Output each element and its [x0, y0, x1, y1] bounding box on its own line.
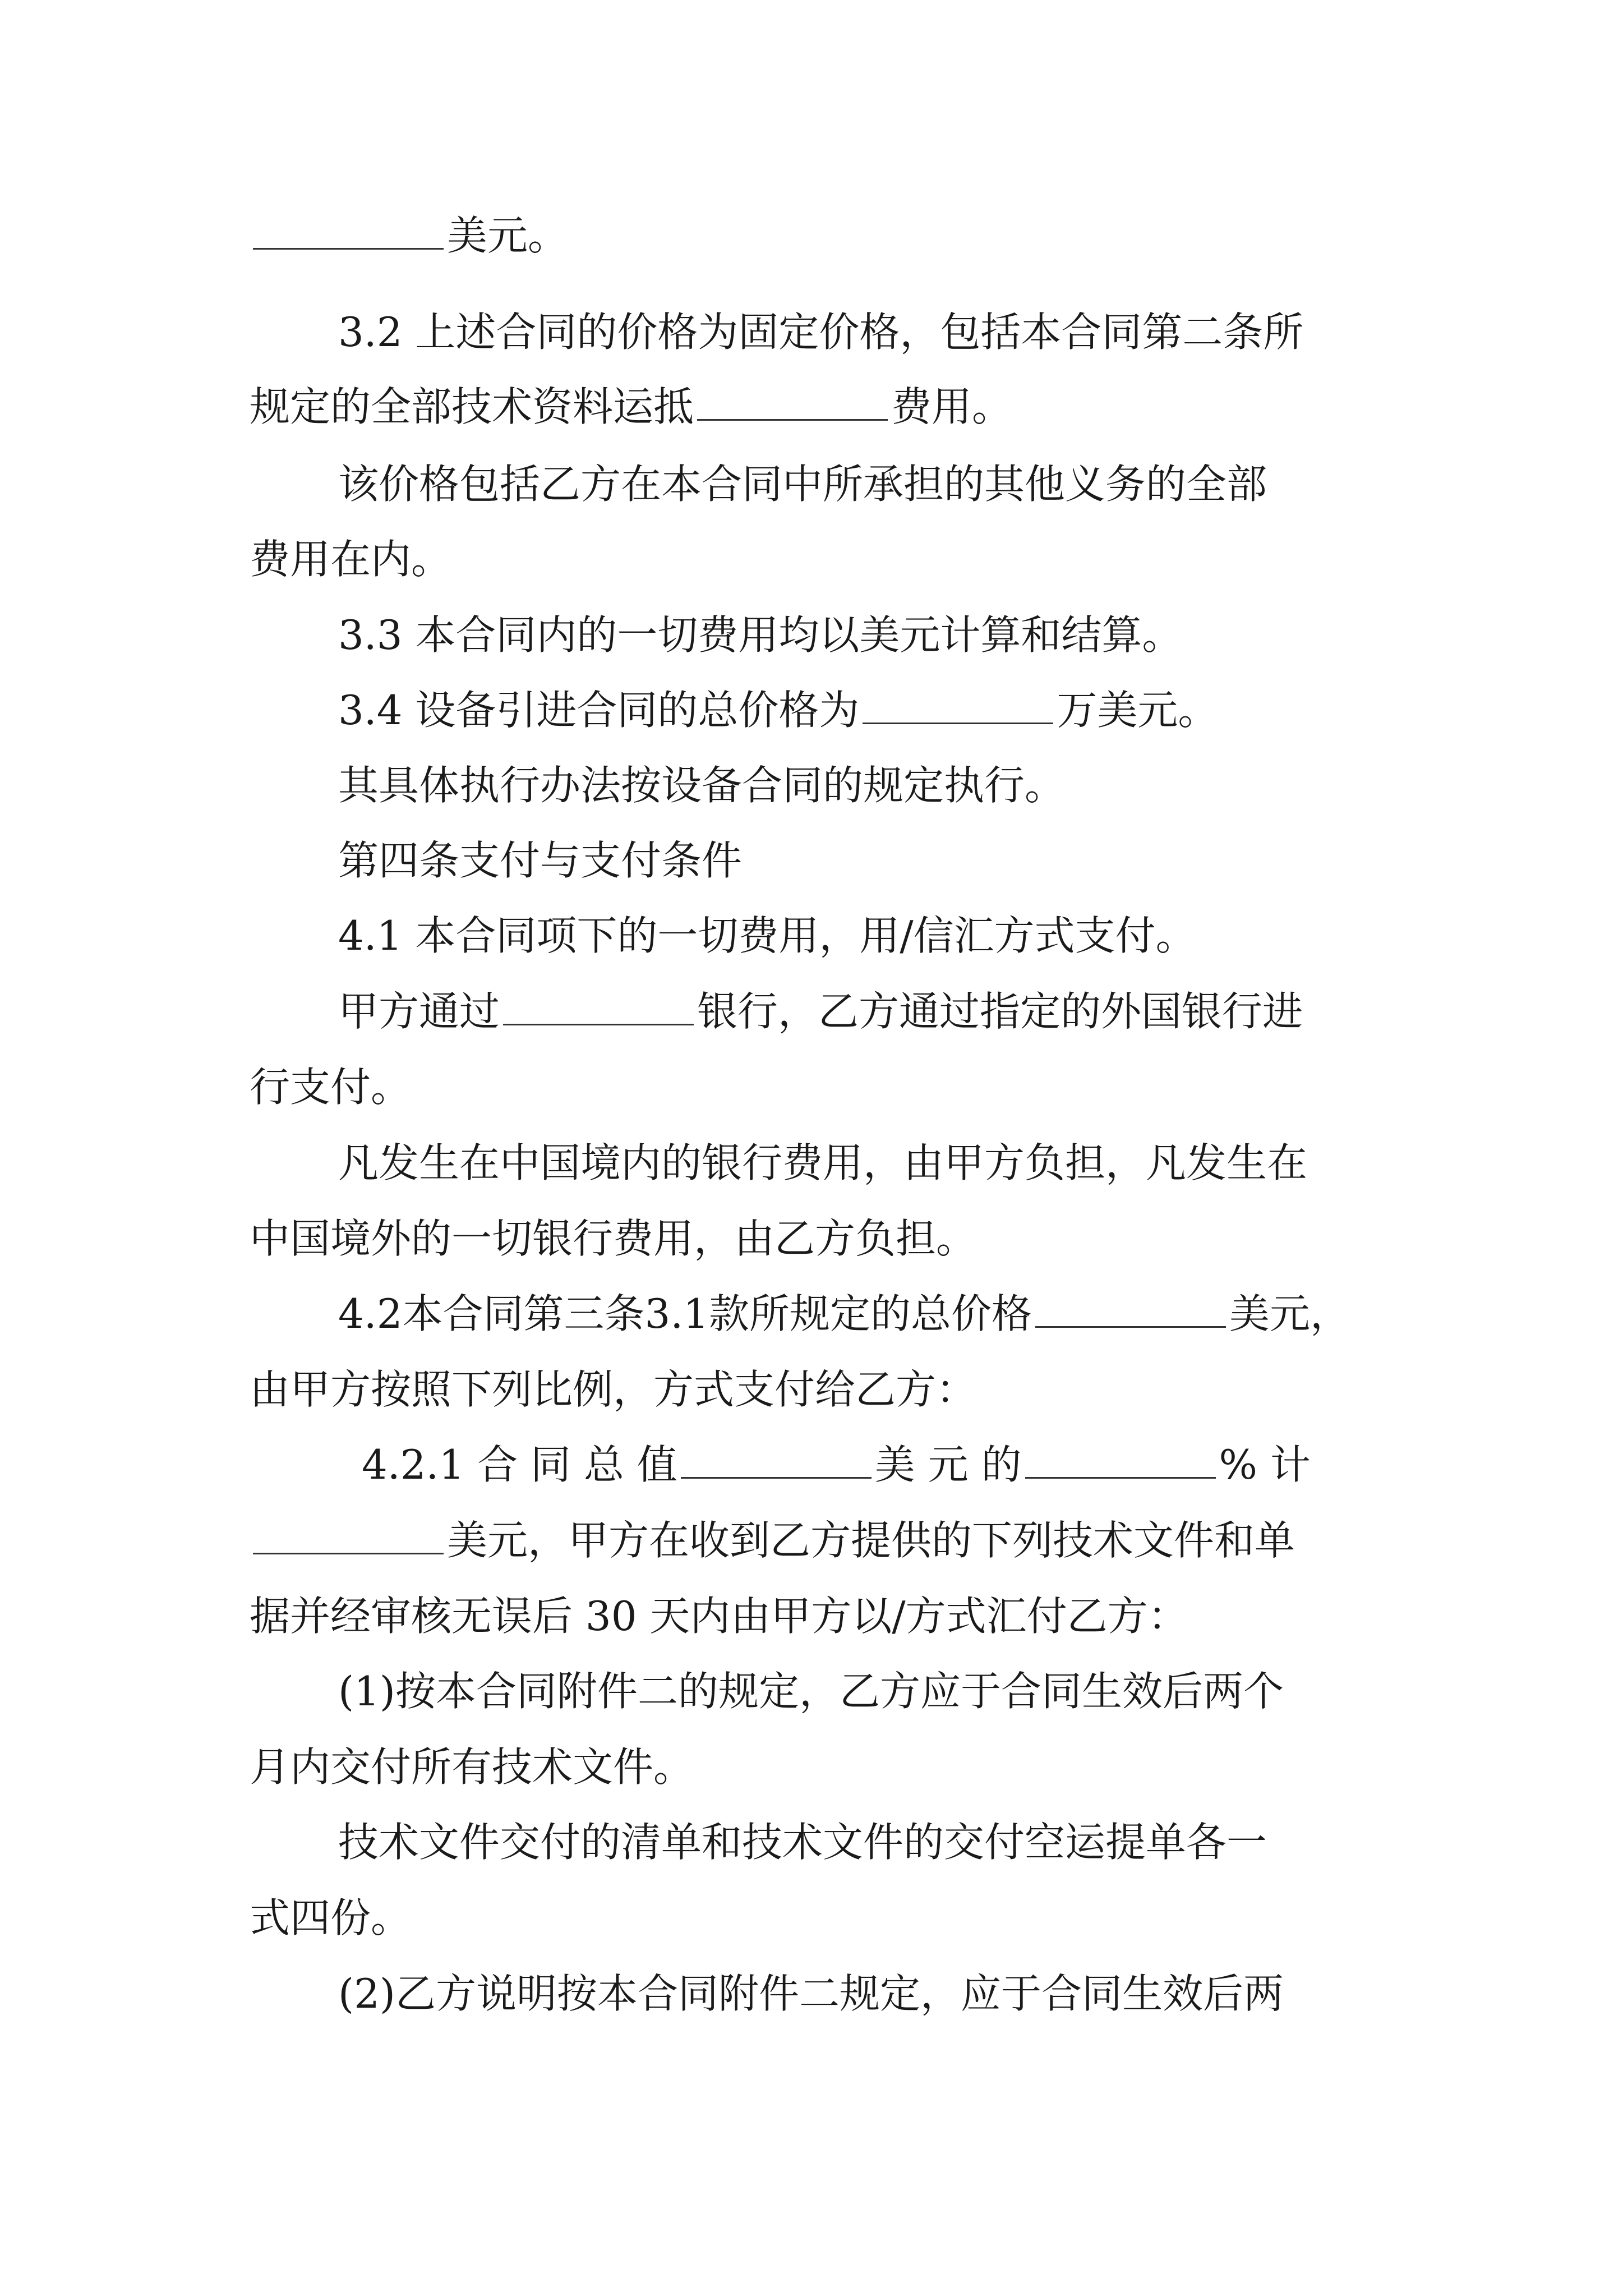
fill-blank[interactable] [1035, 1287, 1226, 1328]
text-line-16: 由甲方按照下列比例，方式支付给乙方： [250, 1366, 977, 1413]
text-line-13: 凡发生在中国境内的银行费用，由甲方负担，凡发生在 [338, 1139, 1308, 1186]
text-line-20: (1)按本合同附件二的规定，乙方应于合同生效后两个 [338, 1668, 1284, 1715]
fill-blank[interactable] [1025, 1438, 1216, 1479]
text-line-4: 该价格包括乙方在本合同中所承担的其他义务的全部 [338, 461, 1267, 508]
text-line-1: 美元。 [250, 208, 568, 264]
text-line-6: 3.3 本合同内的一切费用均以美元计算和结算。 [338, 611, 1183, 659]
fill-blank[interactable] [863, 683, 1053, 724]
fill-blank[interactable] [253, 209, 444, 250]
text-line-22: 技术文件交付的清单和技术文件的交付空运提单各一 [338, 1819, 1267, 1866]
text-line-18: 美元，甲方在收到乙方提供的下列技术文件和单 [250, 1512, 1295, 1568]
text-line-7: 3.4 设备引进合同的总价格为 万美元。 [338, 682, 1218, 738]
section-heading-4: 第四条支付与支付条件 [338, 837, 743, 884]
fill-blank[interactable] [503, 984, 694, 1025]
text-line-23: 式四份。 [250, 1894, 412, 1941]
text-line-19: 据并经审核无误后 30 天内由甲方以/方式汇付乙方： [250, 1593, 1188, 1640]
text-line-15: 4.2本合同第三条3.1款所规定的总价格 美元， [338, 1286, 1350, 1342]
text-line-12: 行支付。 [250, 1064, 412, 1111]
text-line-8: 其具体执行办法按设备合同的规定执行。 [338, 762, 1066, 809]
fill-blank[interactable] [253, 1513, 444, 1554]
text-line-10: 4.1 本合同项下的一切费用，用/信汇方式支付。 [338, 912, 1196, 959]
text-line-2: 3.2 上述合同的价格为固定价格，包括本合同第二条所 [338, 309, 1304, 356]
text-line-5: 费用在内。 [250, 536, 452, 583]
fill-blank[interactable] [681, 1438, 872, 1479]
text-line-14: 中国境外的一切银行费用，由乙方负担。 [250, 1215, 977, 1262]
text-line-3: 规定的全部技术资料运抵 费用。 [250, 379, 1012, 435]
text-line-21: 月内交付所有技术文件。 [250, 1743, 694, 1791]
fill-blank[interactable] [697, 380, 888, 421]
text-line-17: 4.2.1 合 同 总 值 美 元 的 % 计 [362, 1437, 1311, 1493]
text-line-24: (2)乙方说明按本合同附件二规定，应于合同生效后两 [338, 1970, 1284, 2017]
text-line-11: 甲方通过 银行，乙方通过指定的外国银行进 [338, 983, 1303, 1039]
